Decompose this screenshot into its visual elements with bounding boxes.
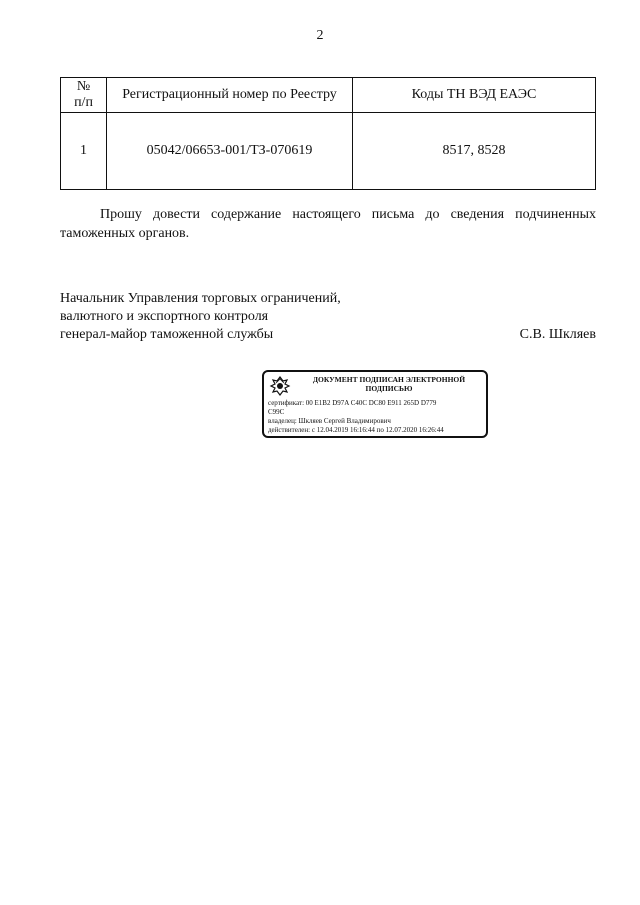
signer-name: С.В. Шкляев (519, 327, 596, 342)
signer-position-line-1: Начальник Управления торговых ограничений, (60, 291, 341, 306)
stamp-details (268, 399, 486, 435)
header-codes: Коды ТН ВЭД ЕАЭС (353, 78, 596, 113)
stamp-owner: владелец: Шкляев Сергей Владимирович (268, 417, 391, 425)
electronic-signature-stamp (262, 370, 488, 438)
cell-number: 1 (61, 113, 107, 190)
header-registration-number: Регистрационный номер по Реестру (107, 78, 353, 113)
header-number (61, 78, 107, 113)
stamp-certificate-line-2: C99C (268, 408, 285, 416)
page-number: 2 (316, 28, 324, 43)
header-number-label: № п/п (74, 79, 93, 110)
cell-codes: 8517, 8528 (353, 113, 596, 190)
stamp-validity: действителен: с 12.04.2019 16:16:44 по 12.07.2020 16:26:44 (268, 426, 444, 434)
signer-position-line-3: генерал-майор таможенной службы (60, 327, 274, 342)
cell-registration-number: 05042/06653-001/ТЗ-070619 (107, 113, 353, 190)
request-paragraph: Прошу довести содержание настоящего письма до сведения подчиненных таможенных органов. (60, 207, 596, 241)
stamp-title: ДОКУМЕНТ ПОДПИСАН ЭЛЕКТРОННОЙ ПОДПИСЬЮ (312, 375, 466, 393)
signature-block (60, 290, 596, 344)
table-header-row (61, 78, 596, 113)
registry-table (60, 77, 596, 190)
table-row (61, 113, 596, 190)
stamp-certificate-line-1: сертификат: 00 E1B2 D97A C40C DC80 E911 265D D779 (268, 399, 437, 407)
customs-emblem-icon (269, 375, 291, 397)
signer-position-line-2: валютного и экспортного контроля (60, 309, 269, 324)
